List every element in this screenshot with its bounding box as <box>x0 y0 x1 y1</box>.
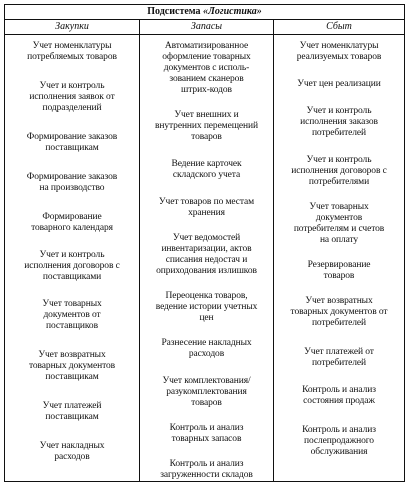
list-item: Контроль и анализ состояния продаж <box>302 385 376 406</box>
list-item: Учет внешних и внутренних перемещений товаров <box>154 110 258 142</box>
list-item: Учет номенклатуры реализуемых товаров <box>296 41 382 62</box>
list-item: Разнесение накладных расходов <box>161 338 252 359</box>
list-item: Учет и контроль исполнения договоров с поставщиками <box>24 250 120 282</box>
list-item: Переоценка товаров, ведение истории учетных цен <box>155 291 258 323</box>
column-header-sales: Сбыт <box>326 21 352 32</box>
table-title <box>5 5 404 20</box>
columns-body <box>5 35 404 482</box>
list-item: Контроль и анализ послепродажного обслуживания <box>302 425 376 457</box>
list-item: Учет и контроль исполнения заявок от подразделений <box>29 81 115 113</box>
list-item: Учет накладных расходов <box>39 441 105 462</box>
list-item: Учет номенклатуры потребляемых товаров <box>27 41 117 62</box>
list-item: Учет ведомостей инвентаризации, актов списания недостач и оприходования излишков <box>156 233 257 276</box>
list-item: Формирование заказов поставщикам <box>26 132 118 153</box>
list-item: Учет платежей от потребителей <box>304 347 374 368</box>
title-name: «Логистика» <box>203 6 262 17</box>
list-item: Учет возвратных товарных документов от потребителей <box>290 296 388 328</box>
list-item: Контроль и анализ загруженности складов <box>160 459 253 480</box>
list-item: Учет цен реализации <box>297 79 381 89</box>
list-item: Учет возвратных товарных документов поставщикам <box>28 350 116 382</box>
column-purchasing <box>5 35 140 482</box>
list-item: Ведение карточек складского учета <box>171 159 242 180</box>
list-item: Учет товаров по местам хранения <box>158 197 255 218</box>
column-inventory <box>140 35 274 482</box>
list-item: Учет платежей поставщикам <box>42 401 102 422</box>
list-item: Автоматизированное оформление товарных документов с исполь- зованием сканеров штрих-кодов <box>162 41 251 95</box>
list-item: Формирование товарного календаря <box>31 212 113 233</box>
list-item: Контроль и анализ товарных запасов <box>169 423 244 444</box>
list-item: Учет товарных документов от поставщиков <box>42 299 102 331</box>
list-item: Учет комплектования/ разукомплектования товаров <box>162 376 251 408</box>
column-header-inventory: Запасы <box>140 20 274 34</box>
list-item: Резервирование товаров <box>307 260 371 281</box>
column-header-purchasing: Закупки <box>5 20 140 34</box>
list-item: Формирование заказов на производство <box>26 172 118 193</box>
column-header-row <box>5 20 404 35</box>
list-item: Учет товарных документов потребителям и счетов на оплату <box>293 202 385 245</box>
title-prefix: Подсистема <box>147 6 204 17</box>
logistics-subsystem-table <box>4 4 405 482</box>
list-item: Учет и контроль исполнения заказов потребителей <box>300 106 378 138</box>
column-sales <box>274 35 404 482</box>
list-item: Учет и контроль исполнения договоров с потребителями <box>291 155 387 187</box>
